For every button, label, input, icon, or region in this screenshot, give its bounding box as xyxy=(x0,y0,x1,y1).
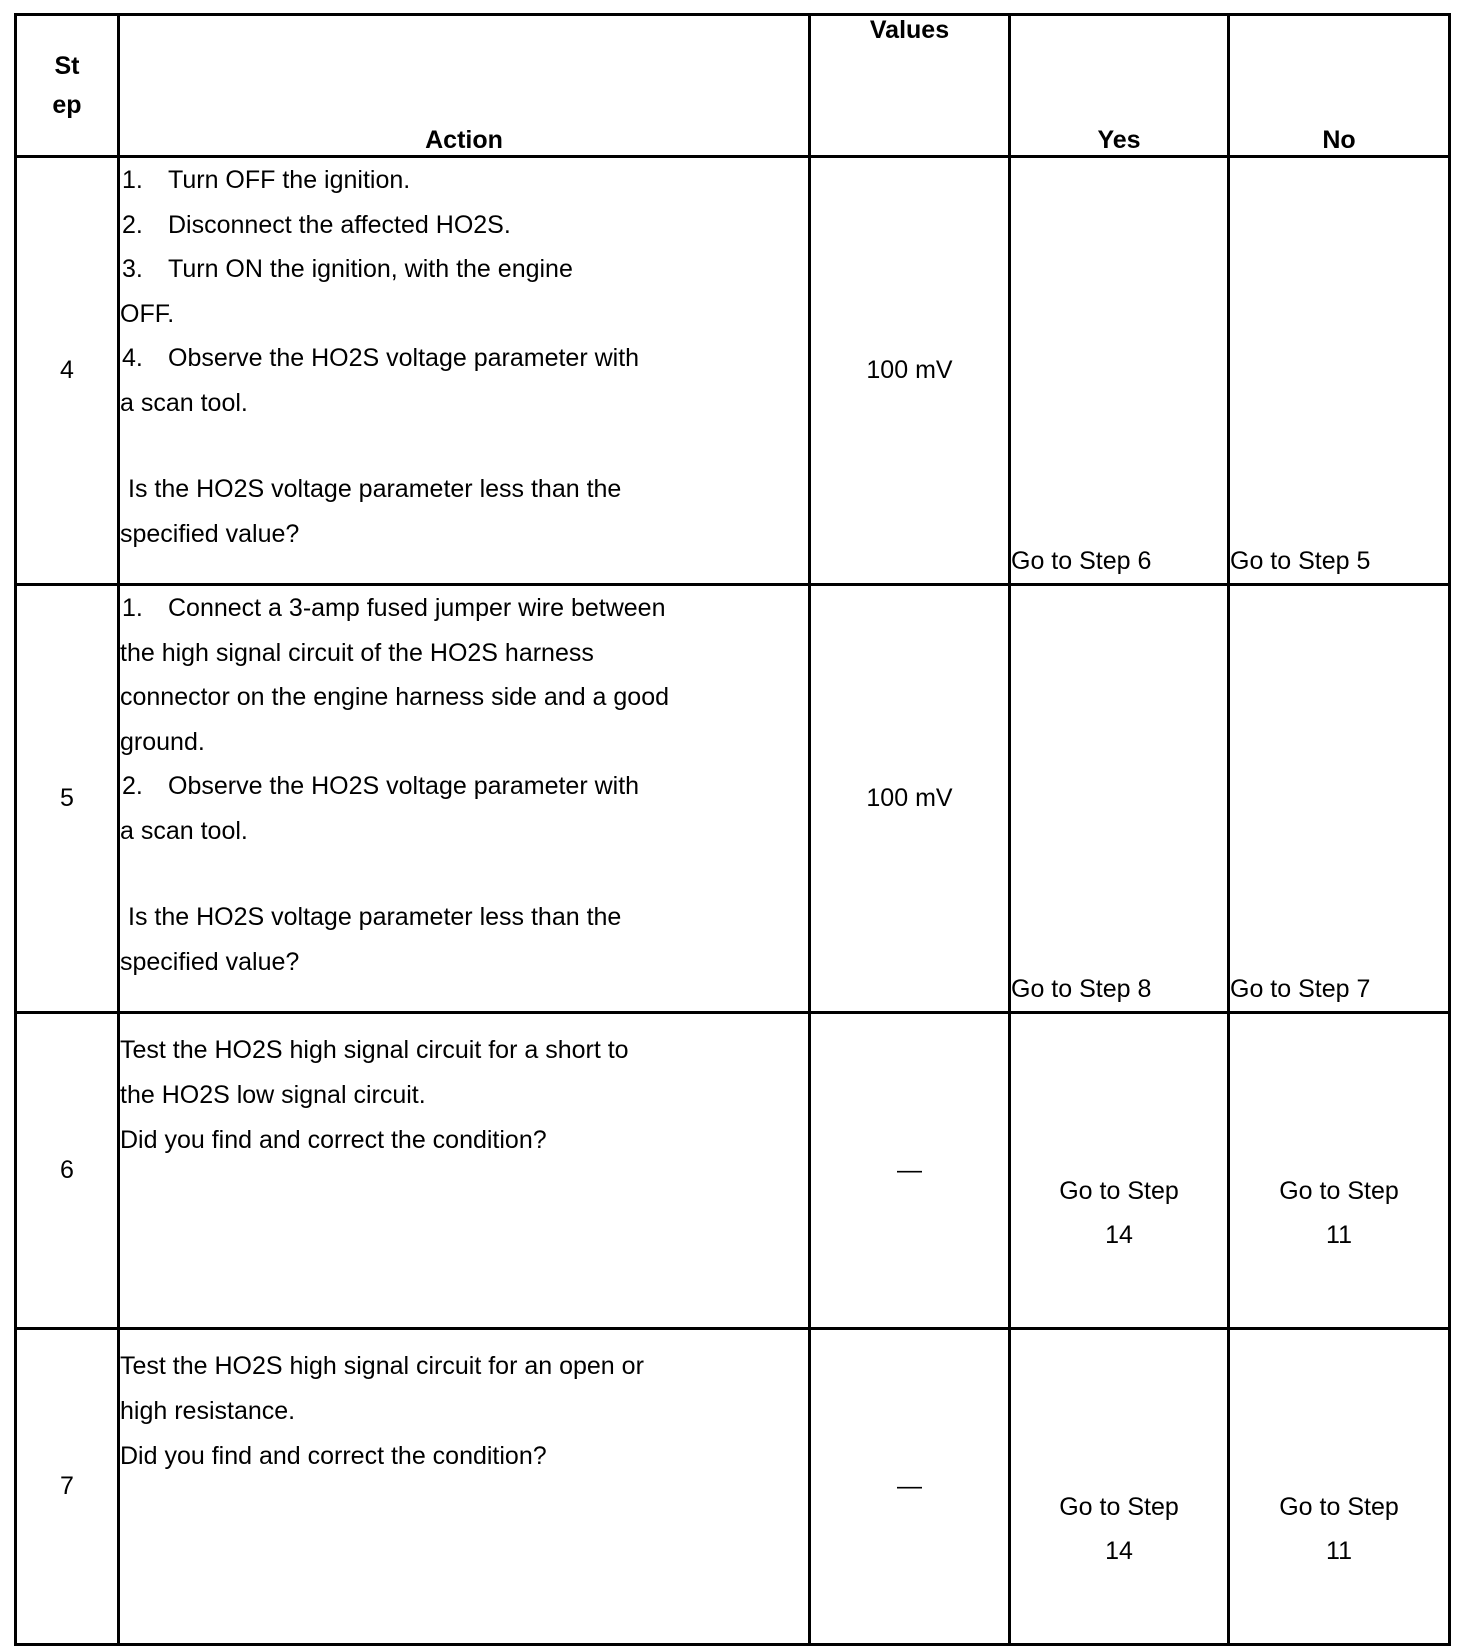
question-line: Is the HO2S voltage parameter less than the xyxy=(128,903,622,931)
action-cell xyxy=(119,1329,810,1645)
item-number: 4. xyxy=(122,344,143,372)
action-cell xyxy=(119,585,810,1013)
value-dash: — xyxy=(897,1156,922,1184)
item-text-continuation: ground. xyxy=(120,727,205,756)
item-text-continuation: a scan tool. xyxy=(120,388,248,417)
value-cell: 100 mV xyxy=(810,157,1010,585)
value-cell: 100 mV xyxy=(810,585,1010,1013)
value-cell xyxy=(810,1013,1010,1329)
yes-line: 14 xyxy=(1105,1220,1133,1249)
header-no: No xyxy=(1229,15,1450,157)
step-number: 7 xyxy=(16,1329,119,1645)
action-line: the HO2S low signal circuit. xyxy=(120,1081,426,1109)
item-text: Turn OFF the ignition. xyxy=(168,166,411,194)
header-step: St ep xyxy=(16,15,119,157)
no-cell xyxy=(1229,1329,1450,1645)
action-item xyxy=(120,158,808,203)
table-row xyxy=(16,585,1450,1013)
item-text: Disconnect the affected HO2S. xyxy=(168,210,511,239)
table-row xyxy=(16,157,1450,585)
action-line: Did you find and correct the condition? xyxy=(120,1442,547,1470)
yes-cell: Go to Step 6 xyxy=(1010,157,1229,585)
action-item xyxy=(120,203,808,248)
header-yes: Yes xyxy=(1010,15,1229,157)
question xyxy=(120,467,808,556)
item-text-continuation: a scan tool. xyxy=(120,816,248,845)
item-number: 2. xyxy=(122,772,143,800)
item-text: Connect a 3-amp fused jumper wire between xyxy=(168,594,666,622)
action-line: high resistance. xyxy=(120,1397,296,1425)
step-number: 6 xyxy=(16,1013,119,1329)
yes-line: 14 xyxy=(1105,1536,1133,1565)
no-cell: Go to Step 5 xyxy=(1229,157,1450,585)
step-number: 4 xyxy=(16,157,119,585)
step-number: 5 xyxy=(16,585,119,1013)
no-cell: Go to Step 7 xyxy=(1229,585,1450,1013)
value-cell xyxy=(810,1329,1010,1645)
table-row xyxy=(16,1329,1450,1645)
yes-cell xyxy=(1010,1329,1229,1645)
item-text-continuation: the high signal circuit of the HO2S harness xyxy=(120,638,594,667)
item-text-continuation: OFF. xyxy=(120,299,175,328)
action-line: Test the HO2S high signal circuit for a short to xyxy=(120,1036,629,1064)
header-values: Values xyxy=(810,15,1010,157)
action-cell xyxy=(119,1013,810,1329)
action-line: Did you find and correct the condition? xyxy=(120,1126,547,1154)
item-text: Observe the HO2S voltage parameter with xyxy=(168,772,640,800)
action-cell xyxy=(119,157,810,585)
item-text: Observe the HO2S voltage parameter with xyxy=(168,344,640,372)
table-row xyxy=(16,1013,1450,1329)
item-number: 1. xyxy=(122,594,143,622)
action-item xyxy=(120,247,808,292)
value-dash: — xyxy=(897,1472,922,1500)
item-number: 2. xyxy=(122,210,143,239)
yes-cell xyxy=(1010,1013,1229,1329)
question-line: specified value? xyxy=(120,947,300,976)
yes-line: Go to Step xyxy=(1059,1492,1179,1521)
no-line: Go to Step xyxy=(1279,1492,1399,1521)
item-number: 1. xyxy=(122,166,143,194)
no-cell xyxy=(1229,1013,1450,1329)
item-number: 3. xyxy=(122,255,143,283)
yes-line: Go to Step xyxy=(1059,1176,1179,1205)
action-item xyxy=(120,764,808,809)
action-item xyxy=(120,586,808,631)
yes-cell: Go to Step 8 xyxy=(1010,585,1229,1013)
action-line: Test the HO2S high signal circuit for an open or xyxy=(120,1352,644,1380)
diagnostic-table-wrapper xyxy=(14,13,1451,1646)
no-line: Go to Step xyxy=(1279,1176,1399,1205)
question-line: specified value? xyxy=(120,519,300,548)
item-text-continuation: connector on the engine harness side and a good xyxy=(120,683,670,711)
question xyxy=(120,895,808,984)
no-line: 11 xyxy=(1326,1536,1352,1565)
diagnostic-table xyxy=(14,13,1451,1646)
no-line: 11 xyxy=(1326,1220,1352,1249)
header-row xyxy=(16,15,1450,157)
action-item xyxy=(120,336,808,381)
question-line: Is the HO2S voltage parameter less than the xyxy=(128,475,622,503)
item-text: Turn ON the ignition, with the engine xyxy=(168,255,573,283)
header-action: Action xyxy=(119,15,810,157)
